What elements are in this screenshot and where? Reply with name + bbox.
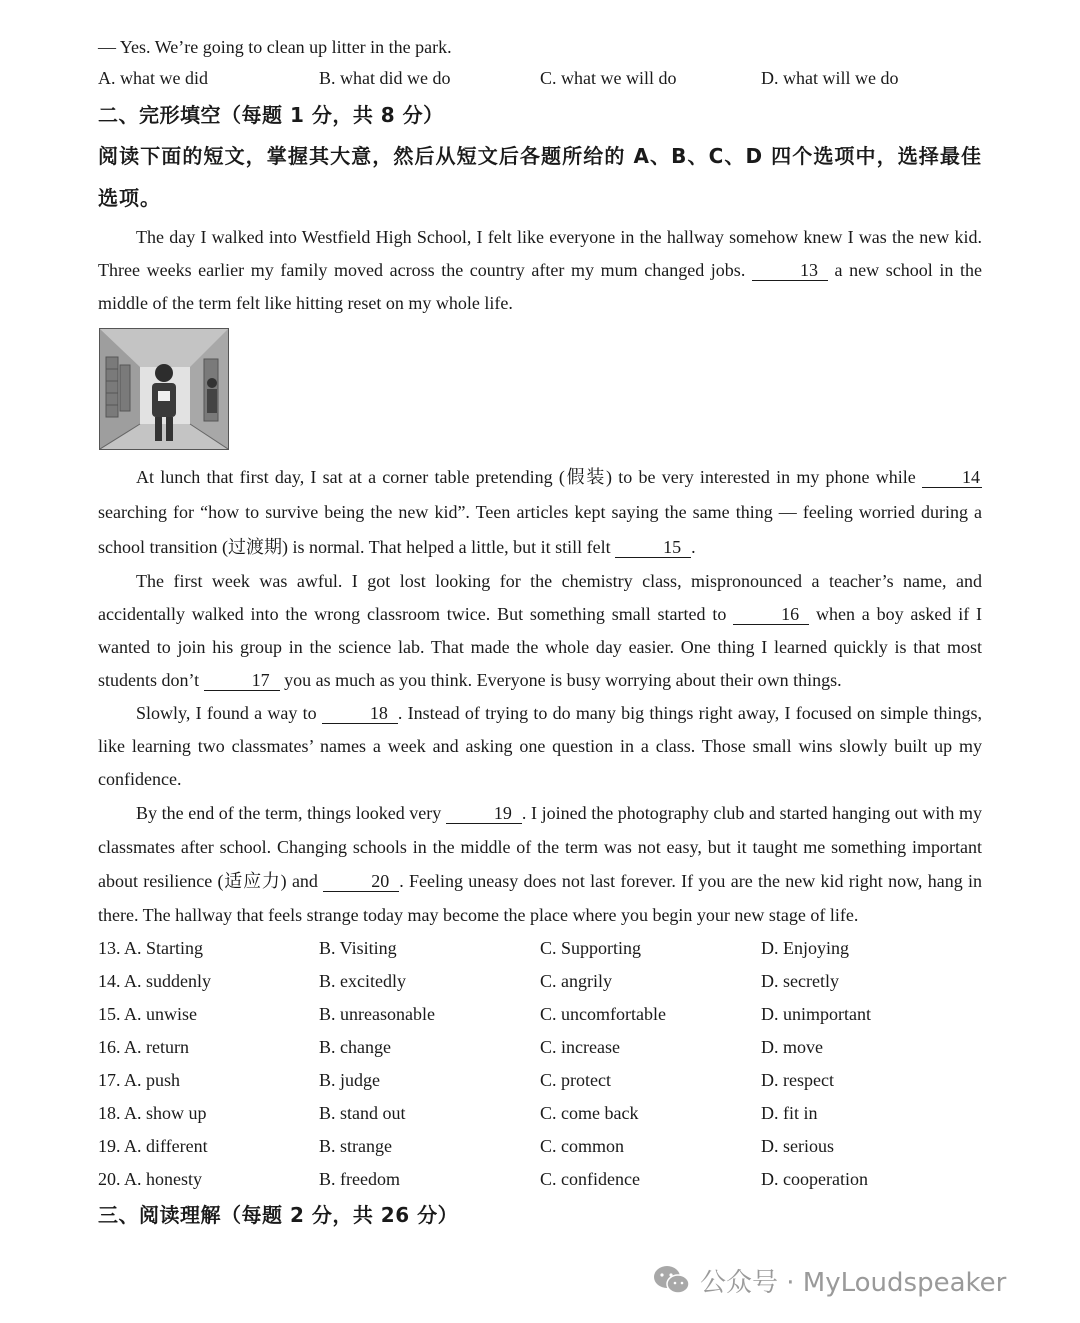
- q17-option-d: D. respect: [761, 1070, 834, 1090]
- q19-option-b: B. strange: [319, 1136, 392, 1156]
- question-15: [98, 998, 982, 1031]
- watermark-text: 公众号 · MyLoudspeaker: [700, 1267, 1007, 1298]
- p1-text-a: The day I walked into Westfield High School, I felt like everyone in the hallway somehow knew I was the new kid. Three weeks earlier my family moved across the country after my mum changed jobs.: [98, 227, 982, 280]
- watermark: [652, 1262, 1006, 1298]
- q14-option-b: B. excitedly: [319, 971, 406, 991]
- p2-text-b: searching for “how to survive being the new kid”. Teen articles kept saying the same thing — feeling worried during a school transition (过渡期) is normal. That helped a little, but it still felt: [98, 502, 982, 557]
- question-18: [98, 1097, 982, 1130]
- prev-question-dialogue: — Yes. We’re going to clean up litter in the park.: [98, 37, 452, 57]
- p5-text-c: . Feeling uneasy does not last forever. If you are the new kid right now, hang in there. The hallway that feels strange today may become the place where you begin your new stage of life.: [98, 871, 982, 925]
- p5-text-b: . I joined the photography club and started hanging out with my classmates after school. Changing schools in the middle of the term was not easy, but it taught me something important about resilience (适应力) and: [98, 803, 982, 891]
- q15-option-a: 15. A. unwise: [98, 1004, 197, 1024]
- q17-option-b: B. judge: [319, 1070, 380, 1090]
- q14-option-a: 14. A. suddenly: [98, 971, 212, 991]
- q19-option-a: 19. A. different: [98, 1136, 208, 1156]
- q13-option-b: B. Visiting: [319, 938, 397, 958]
- p2-text-a: At lunch that first day, I sat at a corner table pretending (假装) to be very interested in my phone while: [136, 467, 922, 487]
- q13-option-a: 13. A. Starting: [98, 938, 204, 958]
- q20-option-a: 20. A. honesty: [98, 1169, 203, 1189]
- exam-page: [98, 28, 982, 1233]
- q18-option-a: 18. A. show up: [98, 1103, 207, 1123]
- blank-13: 13: [752, 260, 828, 281]
- q20-option-c: C. confidence: [540, 1169, 640, 1189]
- passage-paragraph-1: [98, 221, 982, 320]
- section2-instruction: 阅读下面的短文，掌握其大意，然后从短文后各题所给的 A、B、C、D 四个选项中，选择最佳选项。: [98, 144, 982, 210]
- q16-option-c: C. increase: [540, 1037, 620, 1057]
- q20-option-d: D. cooperation: [761, 1169, 868, 1189]
- question-list: [98, 932, 982, 1196]
- p2-text-c: .: [691, 537, 696, 557]
- blank-16: 16: [733, 604, 809, 625]
- passage-paragraph-3: [98, 565, 982, 697]
- q16-option-b: B. change: [319, 1037, 391, 1057]
- p3-text-b: when a boy asked if I wanted to join his group in the science lab. That made the whole day easier. One thing I learned quickly is that most students don’t: [98, 604, 983, 690]
- prev-question-options: [98, 62, 982, 96]
- question-16: [98, 1031, 982, 1064]
- q19-option-d: D. serious: [761, 1136, 834, 1156]
- passage-paragraph-4: [98, 697, 982, 796]
- q17-option-c: C. protect: [540, 1070, 611, 1090]
- wechat-icon: [652, 1264, 692, 1296]
- option-d: D. what will we do: [761, 68, 899, 88]
- q15-option-b: B. unreasonable: [319, 1004, 435, 1024]
- blank-20: 20: [323, 871, 399, 892]
- option-c: C. what we will do: [540, 68, 677, 88]
- q15-option-d: D. unimportant: [761, 1004, 871, 1024]
- passage-paragraph-5: [98, 796, 982, 932]
- p4-text-a: Slowly, I found a way to: [136, 703, 322, 723]
- q14-option-d: D. secretly: [761, 971, 839, 991]
- hallway-illustration: [99, 328, 229, 450]
- question-17: [98, 1064, 982, 1097]
- question-20: [98, 1163, 982, 1196]
- p4-text-b: . Instead of trying to do many big things right away, I focused on simple things, like learning two classmates’ names a week and asking one question in a class. Those small wins slowly built up my confidence.: [98, 703, 983, 789]
- p3-text-a: The first week was awful. I got lost looking for the chemistry class, mispronounced a teacher’s name, and accidentally walked into the wrong classroom twice. But something small started to: [98, 571, 982, 624]
- blank-19: 19: [446, 803, 522, 824]
- question-13: [98, 932, 982, 965]
- blank-17: 17: [204, 670, 280, 691]
- q18-option-c: C. come back: [540, 1103, 639, 1123]
- section2-heading: 二、完形填空（每题 1 分，共 8 分）: [98, 103, 444, 127]
- q16-option-a: 16. A. return: [98, 1037, 189, 1057]
- q13-option-d: D. Enjoying: [761, 938, 849, 958]
- q19-option-c: C. common: [540, 1136, 624, 1156]
- q16-option-d: D. move: [761, 1037, 823, 1057]
- q18-option-d: D. fit in: [761, 1103, 818, 1123]
- q20-option-b: B. freedom: [319, 1169, 400, 1189]
- section3-heading: 三、阅读理解（每题 2 分，共 26 分）: [98, 1203, 459, 1227]
- q17-option-a: 17. A. push: [98, 1070, 181, 1090]
- p5-text-a: By the end of the term, things looked very: [136, 803, 446, 823]
- blank-15: 15: [615, 537, 691, 558]
- question-14: [98, 965, 982, 998]
- p1-text-b: a new school in the middle of the term felt like hitting reset on my whole life.: [98, 260, 982, 313]
- q13-option-c: C. Supporting: [540, 938, 642, 958]
- option-a: A. what we did: [98, 68, 208, 88]
- q18-option-b: B. stand out: [319, 1103, 406, 1123]
- blank-18: 18: [322, 703, 398, 724]
- q15-option-c: C. uncomfortable: [540, 1004, 666, 1024]
- question-19: [98, 1130, 982, 1163]
- blank-14: 14: [922, 467, 982, 488]
- p3-text-c: you as much as you think. Everyone is busy worrying about their own things.: [279, 670, 842, 690]
- option-b: B. what did we do: [319, 68, 451, 88]
- q14-option-c: C. angrily: [540, 971, 612, 991]
- passage-paragraph-2: [98, 460, 982, 565]
- student-in-hallway-image: [100, 329, 228, 449]
